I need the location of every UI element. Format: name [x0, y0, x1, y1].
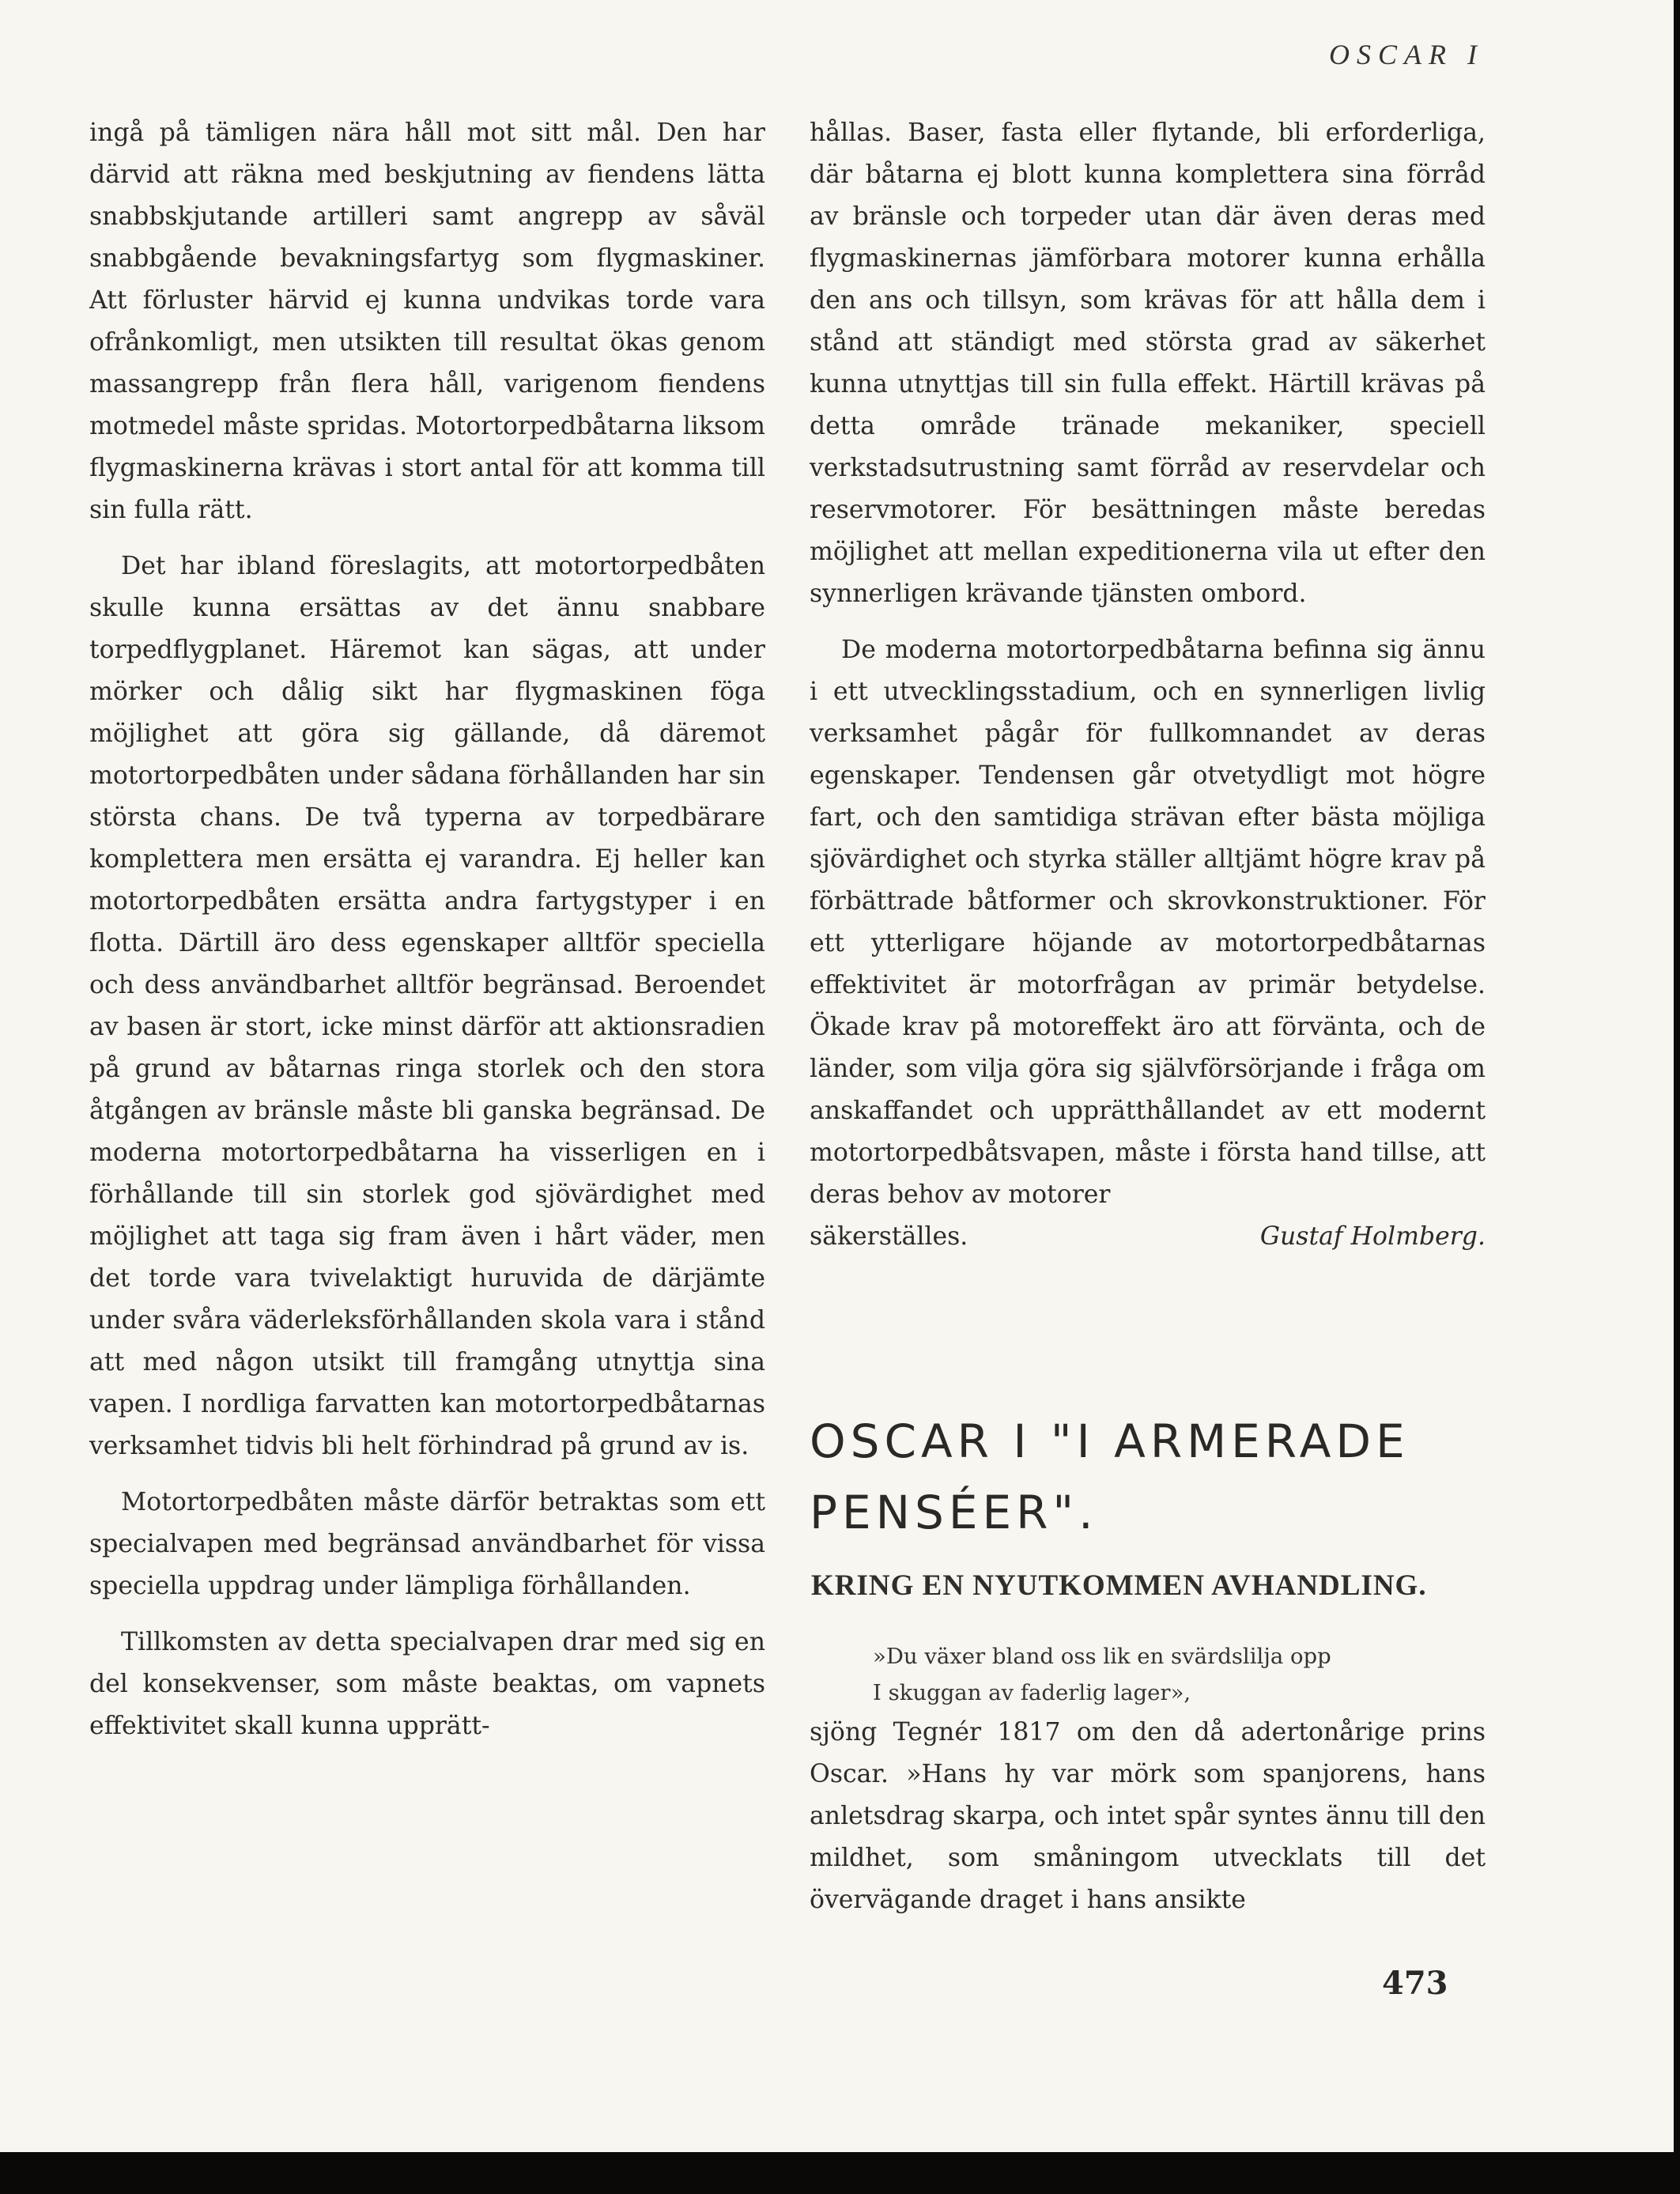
verse-quote [873, 1638, 1331, 1711]
paragraph: ingå på tämligen nära håll mot sitt mål. Den har därvid att räkna med beskjutning av fiendens lätta snabbskjutande artilleri samt angrepp av såväl snabbgående bevakningsfartyg som flygmaskiner. Att förluster härvid ej kunna undvikas torde vara ofrånkomligt, men utsikten till resultat ökas genom massangrepp från flera håll, varigenom fiendens motmedel måste spridas. Motortorpedbåtarna liksom flygmaskinerna krävas i stort antal för att komma till sin fulla rätt. [89, 119, 765, 524]
author-signature: Gustaf Holmberg. [1259, 1222, 1486, 1251]
paragraph: De moderna motortorpedbåtarna befinna sig ännu i ett utvecklingsstadium, och en synnerligen livlig verksamhet pågår för fullkomnandet av deras egenskaper. Tendensen går otvetydligt mot högre fart, och den samtidiga strävan efter bästa möjliga sjövärdighet och styrka ställer alltjämt högre krav på förbättrade båtformer och skrovkonstruktioner. För ett ytterligare höjande av motortorpedbåtarnas effektivitet är motorfrågan av primär betydelse. Ökade krav på motoreffekt äro att förvänta, och de länder, som vilja göra sig självförsörjande i fråga om anskaffandet och upprätthållandet av ett modernt motortorpedbåtsvapen, måste i första hand tillse, att deras behov av motorer [810, 636, 1486, 1209]
article-subtitle: KRING EN NYUTKOMMEN AVHANDLING. [811, 1569, 1427, 1602]
paragraph: sjöng Tegnér 1817 om den då adertonårige prins Oscar. »Hans hy var mörk som spanjorens, hans anletsdrag skarpa, och intet spår syntes ännu till den mildhet, som småningom utvecklats till det övervägande draget i hans ansikte [810, 1718, 1486, 1914]
scan-border [0, 2152, 1680, 2194]
closing-row [810, 1216, 1486, 1258]
page-number: 473 [1382, 1965, 1448, 2002]
left-column [89, 112, 765, 1747]
paragraph: Tillkomsten av detta specialvapen drar med sig en del konsekvenser, som måste beaktas, om vapnets effektivitet skall kunna upprätt- [89, 1628, 765, 1740]
verse-line: »Du växer bland oss lik en svärdslilja opp [873, 1644, 1331, 1669]
scan-edge [1674, 0, 1680, 2152]
article-title: OSCAR I "I ARMERADE PENSÉER". [810, 1414, 1410, 1539]
running-head: OSCAR I [1329, 39, 1484, 70]
closing-line: säkerställes. [810, 1222, 968, 1251]
paragraph: Det har ibland föreslagits, att motortorpedbåten skulle kunna ersättas av det ännu snabbare torpedflygplanet. Häremot kan sägas, att under mörker och dålig sikt har flygmaskinen föga möjlighet att göra sig gällande, då däremot motortorpedbåten under sådana förhållanden har sin största chans. De två typerna av torpedbärare komplettera men ersätta ej varandra. Ej heller kan motortorpedbåten ersätta andra fartygstyper i en flotta. Därtill äro dess egenskaper alltför speciella och dess användbarhet alltför begränsad. Beroendet av basen är stort, icke minst därför att aktionsradien på grund av båtarnas ringa storlek och den stora åtgången av bränsle måste bli ganska begränsad. De moderna motortorpedbåtarna ha visserligen en i förhållande till sin storlek god sjövärdighet med möjlighet att taga sig fram även i hårt väder, men det torde vara tvivelaktigt huruvida de därjämte under svåra väderleksförhållanden skola vara i stånd att med någon utsikt till framgång utnyttja sina vapen. I nordliga farvatten kan motortorpedbåtarnas verksamhet tidvis bli helt förhindrad på grund av is. [89, 552, 765, 1460]
article-body [810, 1712, 1486, 1921]
verse-line: I skuggan av faderlig lager», [873, 1680, 1191, 1705]
right-column [810, 112, 1486, 1258]
paragraph: Motortorpedbåten måste därför betraktas som ett specialvapen med begränsad användbarhet för vissa speciella uppdrag under lämpliga förhållanden. [89, 1488, 765, 1600]
paragraph: hållas. Baser, fasta eller flytande, bli erforderliga, där båtarna ej blott kunna komplettera sina förråd av bränsle och torpeder utan där även deras med flygmaskinernas jämförbara motorer kunna erhålla den ans och tillsyn, som krävas för att hålla dem i stånd att ständigt med största grad av säkerhet kunna utnyttjas till sin fulla effekt. Härtill krävas på detta område tränade mekaniker, speciell verkstadsutrustning samt förråd av reservdelar och reservmotorer. För besättningen måste beredas möjlighet att mellan expeditionerna vila ut efter den synnerligen krävande tjänsten ombord. [810, 119, 1486, 608]
